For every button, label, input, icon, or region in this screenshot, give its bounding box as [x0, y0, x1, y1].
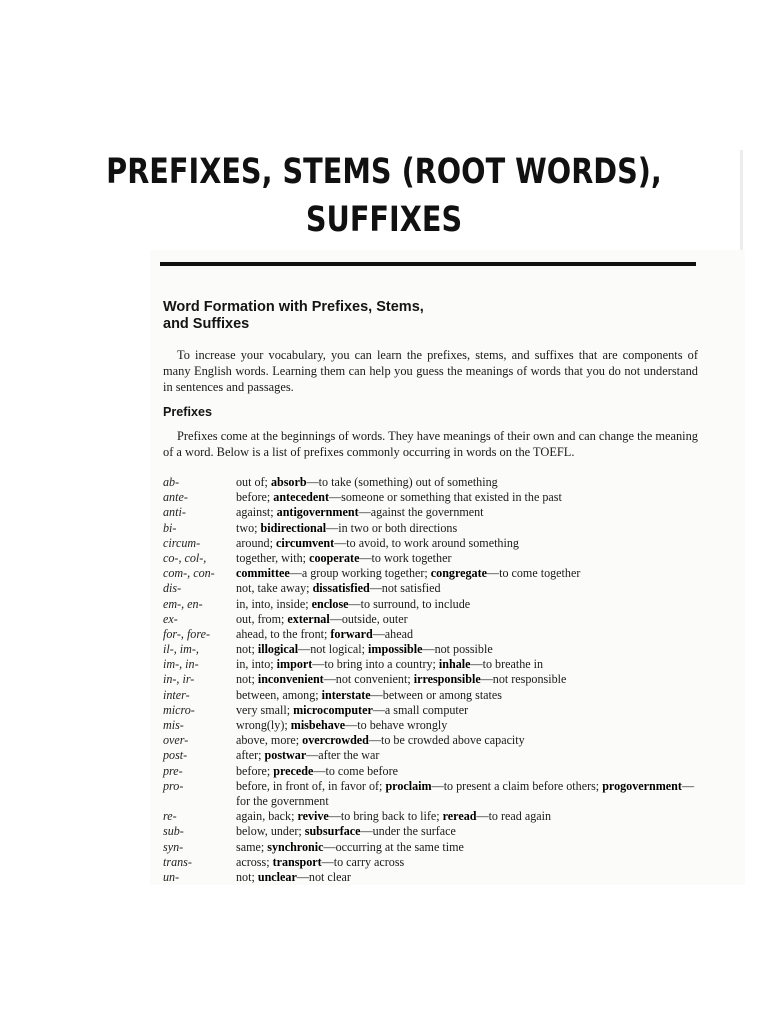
example-word: bidirectional	[260, 520, 327, 535]
definition-text: ahead, to the front;	[236, 626, 331, 641]
definition-text: —for the government	[236, 778, 695, 808]
definition-text: —to come together	[486, 566, 581, 581]
definition-text: against;	[236, 505, 277, 520]
example-word: microcomputer	[293, 702, 373, 717]
example-word: irresponsible	[413, 672, 481, 687]
section-heading	[163, 299, 683, 333]
example-word: circumvent	[275, 535, 335, 550]
prefix-definition	[236, 733, 706, 748]
prefix-definition	[236, 824, 706, 839]
prefix-term: im-, in-	[163, 657, 199, 672]
example-word: congregate	[430, 566, 487, 581]
prefix-entry	[163, 688, 703, 703]
definition-text: after;	[236, 748, 265, 763]
definition-text: —outside, outer	[329, 611, 408, 626]
prefix-definition	[236, 657, 706, 672]
example-word: revive	[297, 809, 329, 824]
definition-text: —to avoid, to work around something	[334, 535, 519, 550]
prefix-definition	[236, 627, 706, 642]
example-word: illogical	[257, 642, 299, 657]
prefix-definition	[236, 505, 706, 520]
example-word: reread	[442, 809, 477, 824]
prefix-term: for-, fore-	[163, 626, 211, 641]
prefix-definition	[236, 521, 706, 536]
definition-text: before;	[236, 490, 274, 505]
prefix-entry	[163, 840, 703, 855]
prefix-entry	[163, 718, 703, 733]
definition-text: not, take away;	[236, 581, 313, 596]
prefix-definition	[236, 855, 706, 870]
prefix-definition	[236, 475, 706, 490]
definition-text: —not clear	[296, 869, 351, 884]
example-word: committee	[236, 566, 290, 581]
example-word: external	[287, 611, 330, 626]
example-word: subsurface	[304, 824, 361, 839]
prefix-entry	[163, 657, 703, 672]
banner-title-line-2: SUFFIXES	[305, 200, 463, 240]
example-word: impossible	[368, 642, 423, 657]
definition-text: —to present a claim before others;	[431, 778, 603, 793]
prefix-term: ab-	[163, 475, 180, 489]
prefix-definition	[236, 581, 706, 596]
definition-text: —to read again	[476, 809, 552, 824]
definition-text: not;	[236, 672, 258, 687]
banner-title-line-1: PREFIXES, STEMS (ROOT WORDS),	[106, 152, 662, 192]
prefix-entry	[163, 764, 703, 779]
prefix-term: pre-	[163, 763, 183, 778]
prefix-entry	[163, 536, 703, 551]
prefix-entry	[163, 855, 703, 870]
prefix-definition	[236, 490, 706, 505]
definition-text: again, back;	[236, 809, 298, 824]
prefix-entry	[163, 672, 703, 687]
example-word: antecedent	[273, 490, 330, 505]
definition-text: not;	[236, 642, 258, 657]
prefix-definition	[236, 748, 706, 763]
prefix-term: syn-	[163, 839, 184, 854]
prefix-term: micro-	[163, 702, 195, 717]
prefix-definition	[236, 566, 706, 581]
definition-text: —to be crowded above capacity	[368, 733, 525, 748]
prefix-term: em-, en-	[163, 596, 203, 611]
prefix-term: trans-	[163, 854, 192, 869]
example-word: forward	[330, 626, 373, 641]
prefix-definition	[236, 703, 706, 718]
prefix-entry	[163, 597, 703, 612]
prefix-term: ante-	[163, 490, 188, 505]
definition-text: —not logical;	[298, 642, 369, 657]
definition-text: —not responsible	[480, 672, 567, 687]
prefix-definition	[236, 718, 706, 733]
prefix-term: dis-	[163, 581, 182, 596]
example-word: transport	[272, 854, 322, 869]
definition-text: —between or among states	[370, 687, 502, 702]
heading-rule	[160, 262, 696, 266]
definition-text: in, into;	[236, 657, 277, 672]
definition-text: across;	[236, 854, 273, 869]
prefixes-heading: Prefixes	[163, 405, 213, 419]
prefix-definition	[236, 764, 706, 779]
example-word: proclaim	[385, 778, 432, 793]
section-heading-line-1: Word Formation with Prefixes, Stems,	[163, 299, 424, 315]
prefix-term: inter-	[163, 687, 190, 702]
definition-text: very small;	[236, 702, 294, 717]
definition-text: —to surround, to include	[348, 596, 471, 611]
prefix-definition	[236, 870, 706, 885]
example-word: synchronic	[267, 839, 324, 854]
example-word: unclear	[257, 869, 297, 884]
section-heading-line-2: and Suffixes	[163, 316, 250, 332]
definition-text: between, among;	[236, 687, 322, 702]
definition-text: above, more;	[236, 733, 303, 748]
prefix-term: bi-	[163, 520, 177, 535]
prefix-definition	[236, 536, 706, 551]
prefix-definition	[236, 672, 706, 687]
definition-text: before, in front of, in favor of;	[236, 778, 386, 793]
example-word: precede	[273, 763, 314, 778]
definition-text: —under the surface	[360, 824, 456, 839]
definition-text: —to behave wrongly	[345, 718, 448, 732]
example-word: import	[276, 657, 313, 672]
prefix-entry	[163, 748, 703, 763]
prefix-term: over-	[163, 733, 189, 748]
prefix-term: com-, con-	[163, 566, 215, 581]
definition-text: —a group working together;	[289, 566, 431, 581]
definition-text: around;	[236, 535, 276, 550]
prefix-term: mis-	[163, 718, 184, 732]
definition-text: —to bring back to life;	[328, 809, 443, 824]
example-word: misbehave	[290, 718, 346, 732]
definition-text: out of;	[236, 475, 271, 489]
prefix-entry	[163, 490, 703, 505]
prefix-definition	[236, 642, 706, 657]
prefix-definition	[236, 597, 706, 612]
prefix-definition	[236, 612, 706, 627]
example-word: inconvenient	[257, 672, 324, 687]
prefix-term: pro-	[163, 778, 184, 793]
example-word: antigovernment	[276, 505, 359, 520]
definition-text: before;	[236, 763, 274, 778]
prefix-entry	[163, 824, 703, 839]
prefix-term: re-	[163, 809, 177, 824]
definition-text: —not convenient;	[323, 672, 414, 687]
prefix-term: sub-	[163, 824, 184, 839]
example-word: enclose	[311, 596, 349, 611]
prefix-term: post-	[163, 748, 188, 763]
definition-text: —in two or both directions	[326, 520, 458, 535]
prefix-entry	[163, 505, 703, 520]
definition-text: —to bring into a country;	[312, 657, 439, 672]
example-word: dissatisfied	[312, 581, 370, 596]
prefix-entry	[163, 521, 703, 536]
prefix-entry	[163, 581, 703, 596]
prefix-entry	[163, 475, 703, 490]
definition-text: —to take (something) out of something	[306, 475, 498, 489]
prefix-entry	[163, 566, 703, 581]
prefix-term: co-, col-,	[163, 550, 207, 565]
definition-text: —to breathe in	[470, 657, 544, 672]
definition-text: —to work together	[359, 550, 452, 565]
definition-text: —not satisfied	[369, 581, 441, 596]
definition-text: —ahead	[372, 626, 413, 641]
prefix-term: anti-	[163, 505, 186, 520]
definition-text: —not possible	[422, 642, 493, 657]
definition-text: not;	[236, 869, 258, 884]
intro-paragraph: To increase your vocabulary, you can learn the prefixes, stems, and suffixes that are components of many English words. Learning them can help you guess the meanings of words that you do not understand in sentences and passages.	[163, 348, 698, 394]
prefix-definition	[236, 688, 706, 703]
prefix-term: circum-	[163, 535, 201, 550]
example-word: progovernment	[602, 778, 682, 793]
prefix-term: un-	[163, 869, 180, 884]
prefixes-intro-paragraph: Prefixes come at the beginnings of words. They have meanings of their own and can change the meaning of a word. Below is a list of prefixes commonly occurring in words on the TOEFL.	[163, 429, 698, 459]
example-word: cooperate	[309, 550, 360, 565]
definition-text: —after the war	[306, 748, 380, 763]
example-word: postwar	[264, 748, 307, 763]
prefix-term: il-, im-,	[163, 642, 199, 657]
prefix-entry	[163, 551, 703, 566]
example-word: overcrowded	[302, 733, 369, 748]
prefix-entry	[163, 809, 703, 824]
definition-text: —to come before	[313, 763, 398, 778]
definition-text: same;	[236, 839, 268, 854]
prefix-entry	[163, 703, 703, 718]
prefix-definition	[236, 840, 706, 855]
prefix-definition	[236, 779, 706, 809]
prefix-entry	[163, 612, 703, 627]
example-word: interstate	[321, 687, 371, 702]
definition-text: in, into, inside;	[236, 596, 312, 611]
definition-text: —to carry across	[321, 854, 405, 869]
definition-text: together, with;	[236, 550, 310, 565]
definition-text: wrong(ly);	[236, 718, 291, 732]
example-word: absorb	[270, 475, 307, 489]
definition-text: below, under;	[236, 824, 305, 839]
example-word: inhale	[438, 657, 471, 672]
prefix-entry	[163, 870, 703, 885]
definition-text: out, from;	[236, 611, 288, 626]
prefix-entry	[163, 779, 703, 809]
prefix-definition	[236, 551, 706, 566]
definition-text: two;	[236, 520, 261, 535]
prefix-entry	[163, 642, 703, 657]
prefix-definition	[236, 809, 706, 824]
prefix-term: in-, ir-	[163, 672, 195, 687]
prefix-entry	[163, 733, 703, 748]
prefix-entry	[163, 627, 703, 642]
prefix-list	[163, 475, 703, 885]
definition-text: —against the government	[358, 505, 484, 520]
definition-text: —someone or something that existed in the past	[329, 490, 562, 505]
prefix-term: ex-	[163, 611, 178, 626]
definition-text: —occurring at the same time	[323, 839, 464, 854]
definition-text: —a small computer	[372, 702, 469, 717]
banner-title	[69, 148, 699, 244]
